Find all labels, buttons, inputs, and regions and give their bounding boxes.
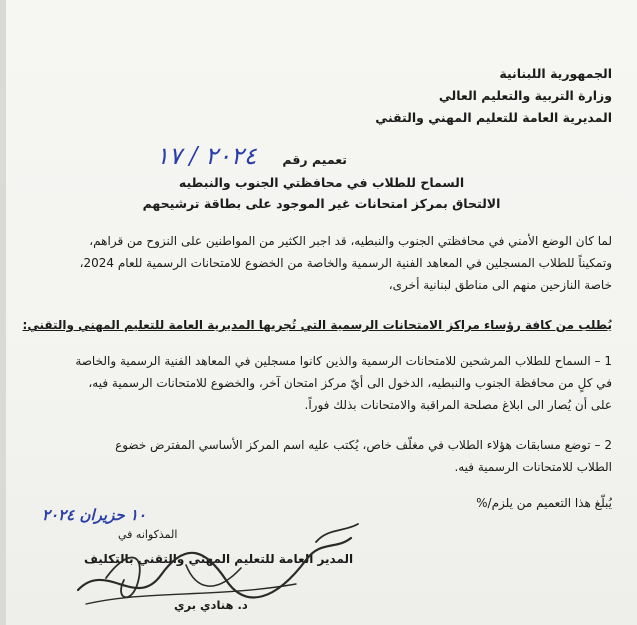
signature-title: المدير العامة للتعليم المهني والتقني بالتكليف [84, 552, 354, 566]
item-1-line-1: 1 – السماح للطلاب المرشحين للامتحانات الرسمية والذين كانوا مسجلين في المعاهد الفنية الرسمية والخاصة [75, 354, 612, 368]
intro-line-3: خاصة النازحين منهم الى مناطق لبنانية أخرى، [388, 278, 612, 292]
item-2-line-1: 2 – توضع مسابقات هؤلاء الطلاب في مغلّف خاص، يُكتب عليه اسم المركز الأساسي المفترض خضوع [115, 438, 612, 452]
circular-title-1: السماح للطلاب في محافظتي الجنوب والنبطيه [178, 175, 465, 190]
signature-note: المذكوانه في [118, 528, 178, 541]
circular-number: ٢٠٢٤ / ١٧ [156, 142, 257, 170]
item-2-line-2: الطلاب للامتحانات الرسمية فيه. [454, 460, 612, 474]
circular-label: تعميم رقم [282, 152, 347, 167]
header-ministry: وزارة التربية والتعليم العالي [438, 88, 612, 103]
intro-line-1: لما كان الوضع الأمني في محافظتي الجنوب والنبطيه، قد اجبر الكثير من المواطنين على النزوح من قراهم، [89, 234, 612, 248]
closing-line: يُبلّغ هذا التعميم من يلزم/% [476, 496, 612, 510]
handwritten-signature [66, 520, 366, 615]
request-heading: يُطلب من كافة رؤساء مراكز الامتحانات الرسمية التي تُجريها المديرية العامة للتعليم المهني والتقني: [22, 318, 612, 332]
circular-title-2: الالتحاق بمركز امتحانات غير الموجود على بطاقة ترشيحهم [142, 196, 501, 211]
header-republic: الجمهورية اللبنانية [499, 66, 612, 81]
item-1-line-2: في كلٍ من محافظة الجنوب والنبطيه، الدخول الى أيّ مركز امتحان آخر، والخضوع للامتحانات الرسمية فيه، [88, 376, 612, 390]
item-1-line-3: على أن يُصار الى ابلاغ مصلحة المراقبة والامتحانات بذلك فوراً. [304, 398, 612, 412]
header-directorate: المديرية العامة للتعليم المهني والتقني [375, 110, 612, 125]
signature-name: د. هنادي بري [174, 598, 248, 612]
document-page [6, 0, 637, 625]
date-handwritten: ١٠ حزيران ٢٠٢٤ [42, 506, 146, 524]
intro-line-2: وتمكيناً للطلاب المسجلين في المعاهد الفنية الرسمية والخاصة من الخضوع للامتحانات الرسمية للعام 2024، [79, 256, 612, 270]
